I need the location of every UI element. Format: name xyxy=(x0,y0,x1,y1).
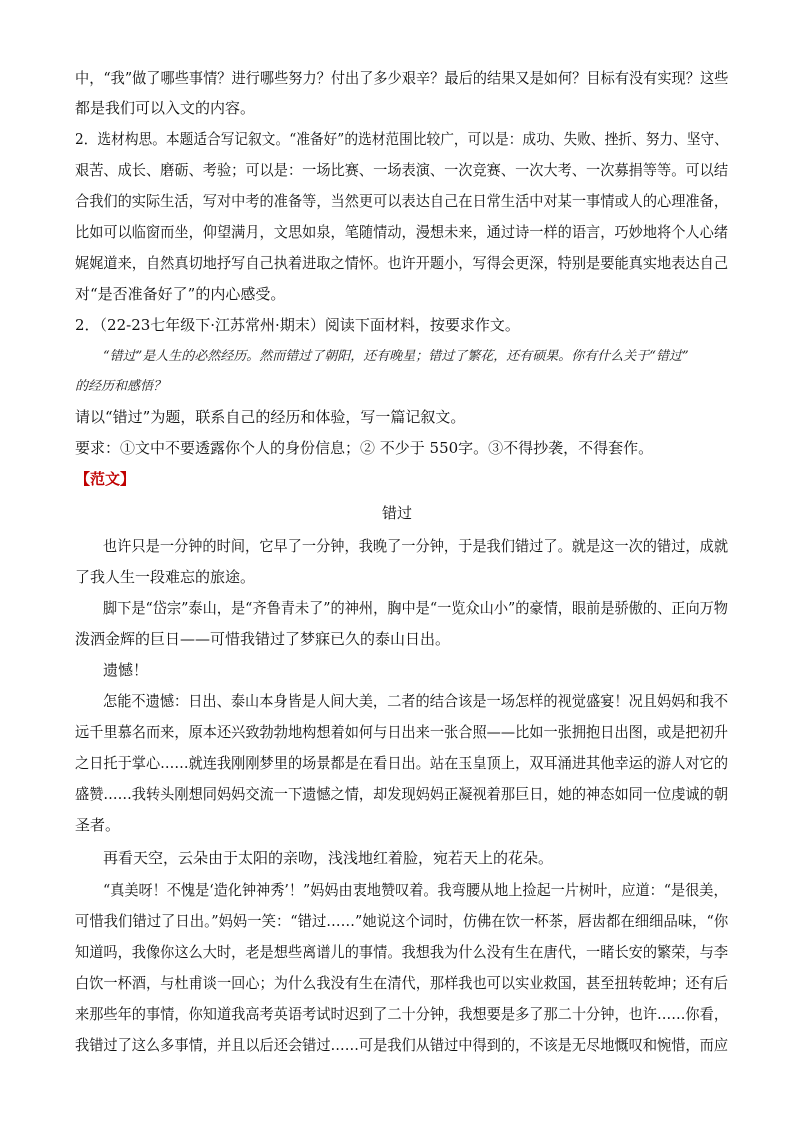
material-text: 的经历和感悟？ xyxy=(75,379,167,394)
essay-line: 远千里慕名而来，原本还兴致勃勃地构想着如何与日出来一张合照——比如一张拥抱日出图，或是把初升 xyxy=(75,723,729,741)
text-line: 2．选材构思。本题适合写记叙文。“准备好”的选材范围比较广，可以是：成功、失败、挫折、努力、坚守、 xyxy=(75,130,728,148)
text-line: 娓娓道来，自然真切地抒写自己执着进取之情怀。也许开题小，写得会更深，特别是要能真实地表达自己 xyxy=(75,254,729,272)
essay-line: “真美呀！不愧是‘造化钟神秀’！”妈妈由衷地赞叹着。我弯腰从地上捡起一片树叶，应道：“是很美， xyxy=(103,881,728,899)
essay-line: 了我人生一段难忘的旅途。 xyxy=(75,568,256,586)
essay-line: 脚下是“岱宗”泰山，是“齐鲁青未了”的神州，胸中是“一览众山小”的豪情，眼前是骄傲的、正向万物 xyxy=(103,599,728,617)
essay-line: 也许只是一分钟的时间，它早了一分钟，我晚了一分钟，于是我们错过了。就是这一次的错过，成就 xyxy=(103,537,729,555)
requirement-text: 要求：①文中不要透露你个人的身份信息；② 不少于 550字。③不得抄袭，不得套作。 xyxy=(75,439,654,457)
essay-title: 错过 xyxy=(381,504,412,522)
essay-line: 泼洒金辉的巨日——可惜我错过了梦寐已久的泰山日出。 xyxy=(75,630,451,648)
essay-line: 盛赞……我转头刚想同妈妈交流一下遗憾之情，却发现妈妈正凝视着那巨日，她的神态如同一位虔诚的朝 xyxy=(75,785,729,803)
essay-line: 知道吗，我像你这么大时，老是想些离谱儿的事情。我想我为什么没有生在唐代，一睹长安的繁荣，与李 xyxy=(75,943,729,961)
model-essay-label: 【范文】 xyxy=(75,470,136,488)
essay-line: 遗憾！ xyxy=(103,661,149,679)
text-line: 中，“我”做了哪些事情？进行哪些努力？付出了多少艰辛？最后的结果又是如何？目标有没有实现？这些 xyxy=(75,69,729,87)
essay-line: 怎能不遗憾：日出、泰山本身皆是人间大美，二者的结合该是一场怎样的视觉盛宴！况且妈妈和我不 xyxy=(103,692,729,710)
question-heading: 2．（22-23七年级下·江苏常州·期末）阅读下面材料，按要求作文。 xyxy=(75,316,520,334)
text-line: 比如可以临窗而坐，仰望满月，文思如泉，笔随情动，漫想未来，通过诗一样的语言，巧妙地将个人心绪 xyxy=(75,223,729,241)
essay-line: 之日托于掌心……就连我刚刚梦里的场景都是在看日出。站在玉皇顶上，双耳涌进其他幸运的游人对它的 xyxy=(75,754,729,772)
text-line: 对“是否准备好了”的内心感受。 xyxy=(75,285,286,303)
essay-line: 我错过了这么多事情，并且以后还会错过……可是我们从错过中得到的，不该是无尽地慨叹和惋惜，而应 xyxy=(75,1036,729,1054)
essay-line: 再看天空，云朵由于太阳的亲吻，浅浅地红着脸，宛若天上的花朵。 xyxy=(103,849,554,867)
task-text: 请以“错过”为题，联系自己的经历和体验，写一篇记叙文。 xyxy=(75,408,466,426)
essay-line: 可惜我们错过了日出。”妈妈一笑：“错过……”她说这个词时，仿佛在饮一杯茶，唇齿都在细细品味，“你 xyxy=(75,912,729,930)
essay-line: 来那些年的事情，你知道我高考英语考试时迟到了二十分钟，我想要是多了那二十分钟，也许……你看， xyxy=(75,1005,729,1023)
essay-line: 白饮一杯酒，与杜甫谈一回心；为什么我没有生在清代，那样我也可以实业救国，甚至扭转乾坤；还有后 xyxy=(75,974,729,992)
text-line: 合我们的实际生活，写对中考的准备等，当然更可以表达自己在日常生活中对某一事情或人的心理准备， xyxy=(75,192,729,210)
material-text: “错过”是人生的必然经历。然而错过了朝阳，还有晚星；错过了繁花，还有硕果。你有什么关于“错过” xyxy=(103,349,689,364)
text-line: 都是我们可以入文的内容。 xyxy=(75,99,256,117)
essay-line: 圣者。 xyxy=(75,816,121,834)
text-line: 艰苦、成长、磨砺、考验；可以是：一场比赛、一场表演、一次竞赛、一次大考、一次募捐等等。可以结 xyxy=(75,161,729,179)
